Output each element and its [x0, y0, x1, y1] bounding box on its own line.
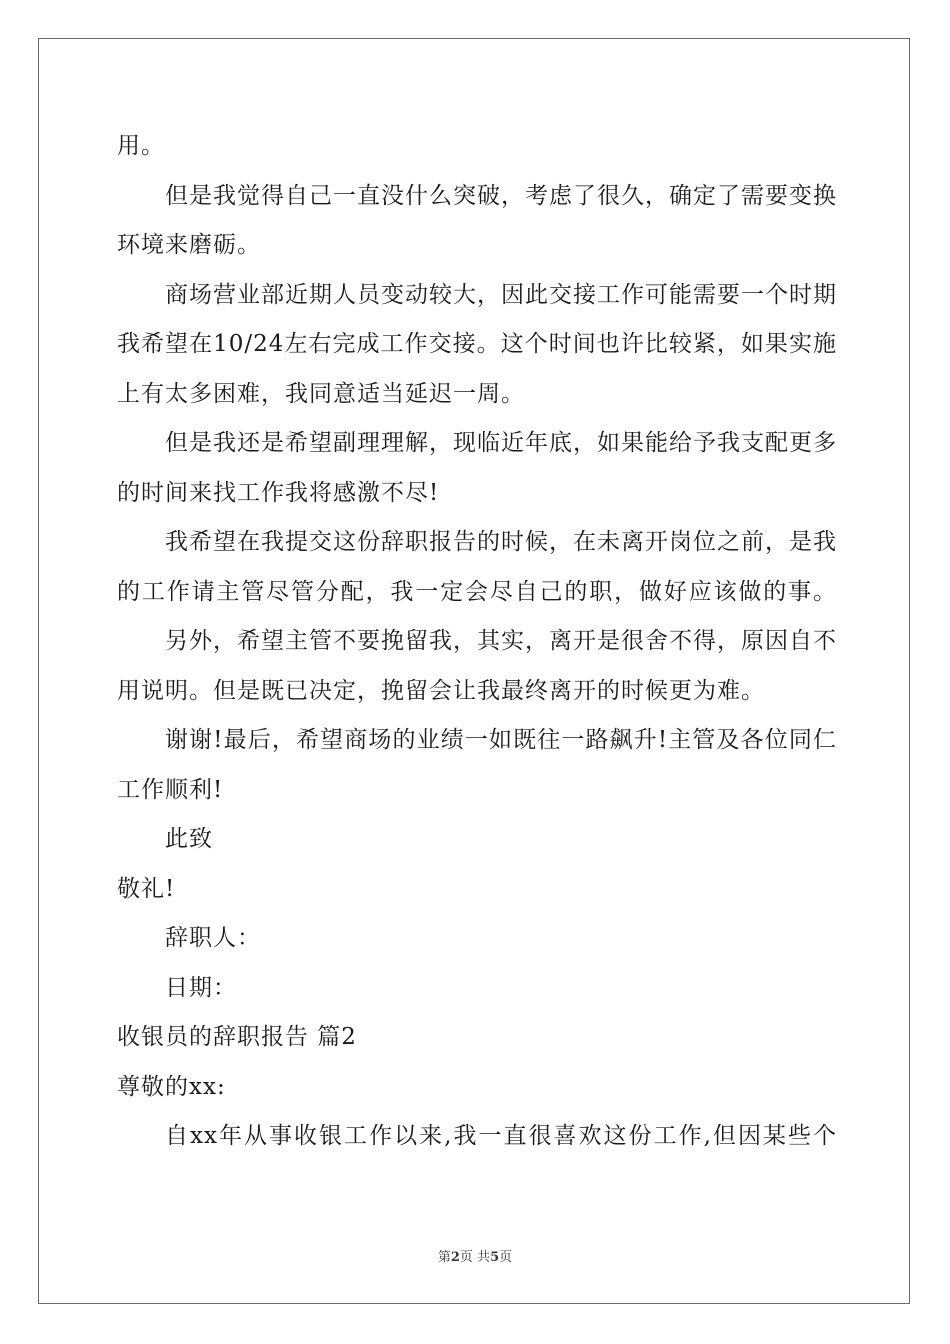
- text-line: 尊敬的xx:: [117, 1073, 226, 1100]
- page-footer: [0, 1246, 950, 1265]
- text-line: 的工作请主管尽管分配，我一定会尽自己的职，做好应该做的事。: [117, 578, 837, 605]
- footer-suffix: 页: [499, 1250, 513, 1265]
- text-line: 工作顺利!: [117, 776, 224, 803]
- text-line: 上有太多困难，我同意适当延迟一周。: [117, 380, 525, 407]
- footer-prefix: 第: [437, 1250, 451, 1265]
- text-line: 我希望在我提交这份辞职报告的时候，在未离开岗位之前，是我: [165, 529, 837, 555]
- text-line: 我希望在10/24左右完成工作交接。这个时间也许比较紧，如果实施: [117, 331, 837, 357]
- text-line: 日期：: [165, 974, 237, 1001]
- text-line: 谢谢!最后，希望商场的业绩一如既往一路飙升!主管及各位同仁: [165, 727, 837, 753]
- text-line: 敬礼!: [117, 875, 176, 902]
- footer-mid: 页 共: [459, 1250, 491, 1265]
- text-line: 自xx年从事收银工作以来,我一直很喜欢这份工作,但因某些个: [165, 1123, 837, 1149]
- text-line: 用。: [117, 133, 165, 159]
- footer-current-page: 2: [450, 1250, 460, 1265]
- text-line: 用说明。但是既已决定，挽留会让我最终离开的时候更为难。: [117, 677, 765, 704]
- footer-total-pages: 5: [490, 1250, 500, 1265]
- text-line: 辞职人：: [165, 925, 261, 951]
- text-line: 商场营业部近期人员变动较大，因此交接工作可能需要一个时期: [165, 281, 837, 308]
- text-line: 的时间来找工作我将感激不尽!: [117, 479, 440, 506]
- text-line: 此致: [165, 826, 213, 852]
- document-body: [117, 122, 837, 1162]
- text-line: 但是我还是希望副理理解，现临近年底，如果能给予我支配更多: [165, 430, 837, 456]
- text-line: 另外，希望主管不要挽留我，其实，离开是很舍不得，原因自不: [165, 628, 837, 654]
- text-line: 环境来磨砺。: [117, 232, 261, 258]
- text-line: 收银员的辞职报告 篇2: [117, 1024, 357, 1050]
- text-line: 但是我觉得自己一直没什么突破，考虑了很久，确定了需要变换: [165, 182, 837, 209]
